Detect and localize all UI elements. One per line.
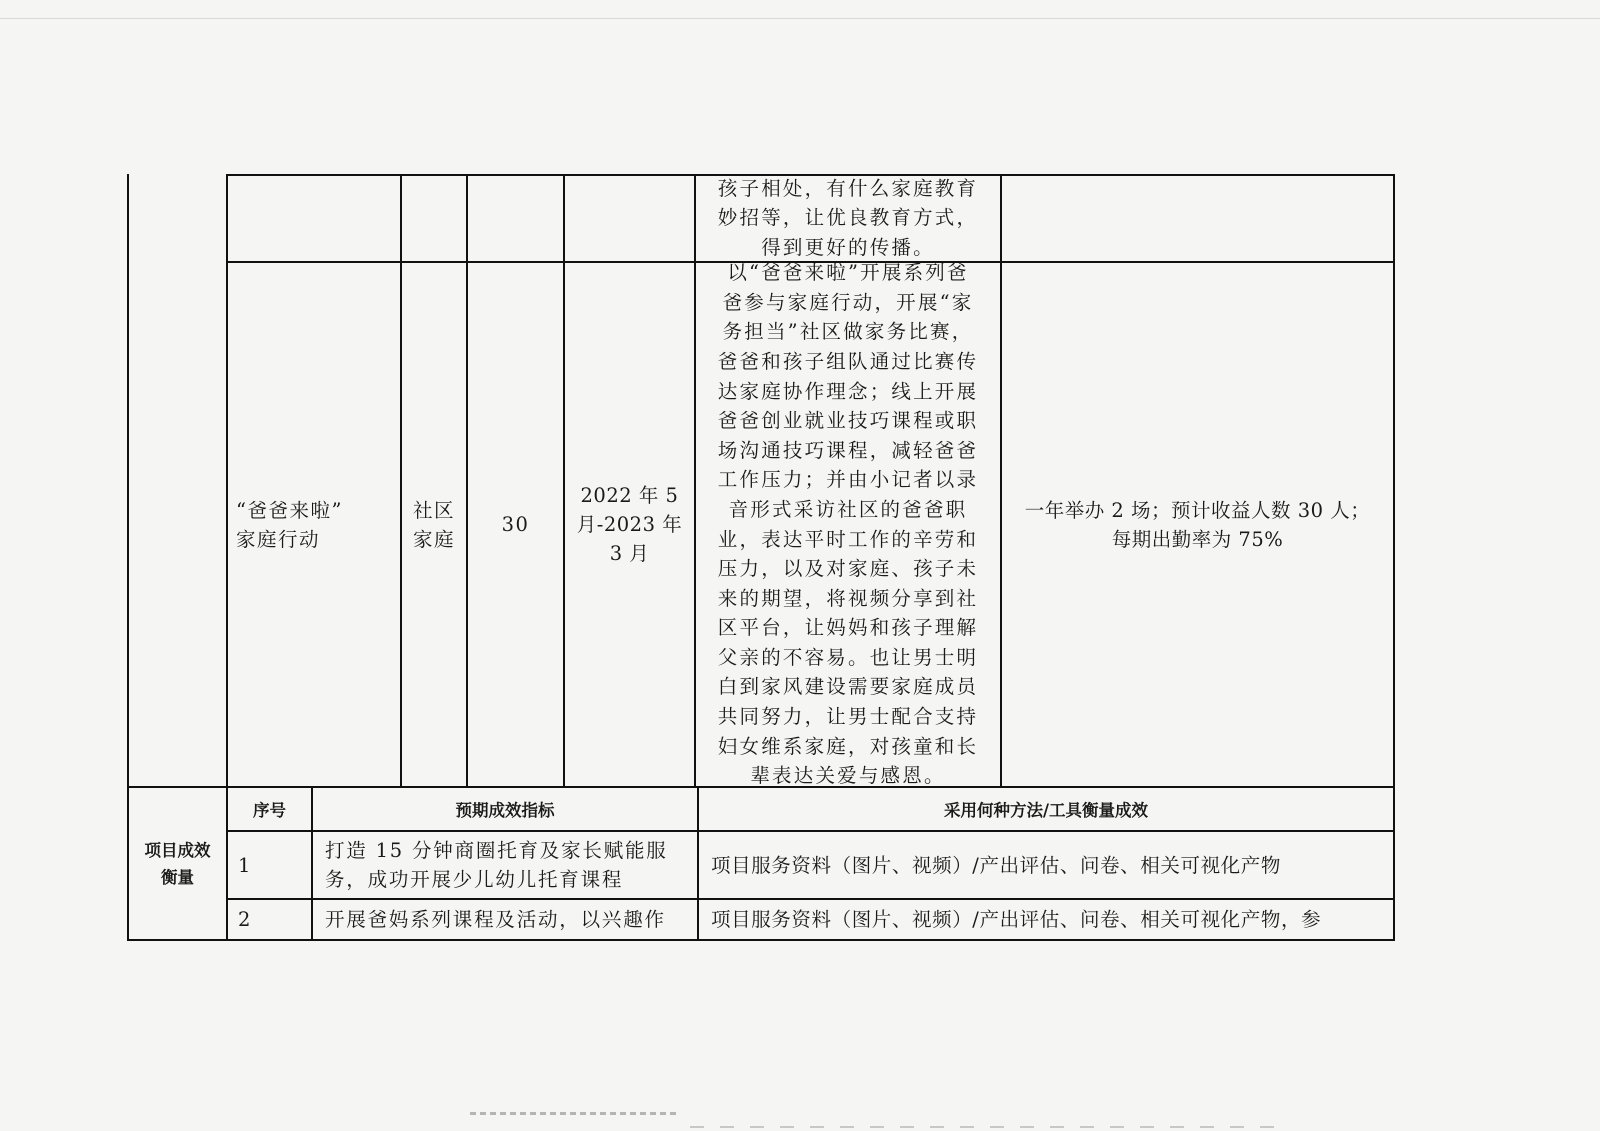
outcome-row-no: 1 — [238, 853, 252, 877]
scan-artifact — [690, 1126, 1290, 1128]
outcome-header-no: 序号 — [253, 801, 286, 820]
activity-name: “爸爸来啦” 家庭行动 — [236, 498, 343, 551]
outcome-section-label: 项目成效 衡量 — [144, 840, 211, 887]
scan-artifact — [470, 1112, 680, 1115]
activity-description: 以“爸爸来啦”开展系列爸 爸参与家庭行动，开展“家 务担当”社区做家务比赛， 爸爸和孩子组队通过比赛传 达家庭协作理念；线上开展 爸爸创业就业技巧课程或职 场沟通技巧课程，减轻爸爸 工作压力；并由小记者以录 音形式采访社区的爸爸职 业，表达平时工作的辛劳和 压力，以及对家庭、孩子未 来的期望，将视频分享到社 区平台，让妈妈和孩子理解 父亲的不容易。也让男士明 白到家风建设需要家庭成员 共同努力，让男士配合支持 妇女维系家庭，对孩童和长 辈表达关爱与感恩。 — [717, 261, 979, 788]
activity-count: 30 — [501, 513, 530, 536]
outcome-header-method: 采用何种方法/工具衡量成效 — [943, 801, 1149, 820]
outcome-row-indicator: 开展爸妈系列课程及活动，以兴趣作 — [325, 908, 666, 931]
scan-edge-line — [0, 18, 1600, 19]
outcome-row-method: 项目服务资料（图片、视频）/产出评估、问卷、相关可视化产物 — [711, 853, 1281, 877]
outcome-row-no: 2 — [238, 908, 252, 931]
outcome-row-indicator: 打造 15 分钟商圈托育及家长赋能服 务，成功开展少儿幼儿托育课程 — [325, 839, 668, 891]
activity-indicator: 一年举办 2 场；预计收益人数 30 人； 每期出勤率为 75% — [1024, 498, 1371, 551]
outcome-header-indicator: 预期成效指标 — [455, 801, 555, 820]
activity-description: 孩子相处，有什么家庭教育 妙招等，让优良教育方式， 得到更好的传播。 — [717, 176, 979, 259]
activity-period: 2022 年 5 月-2023 年 3 月 — [576, 484, 683, 565]
table-border-bottom — [127, 939, 1395, 941]
table-border-right — [1393, 174, 1395, 941]
outcome-row-method: 项目服务资料（图片、视频）/产出评估、问卷、相关可视化产物，参 — [711, 908, 1322, 931]
activity-target: 社区 家庭 — [412, 498, 455, 551]
